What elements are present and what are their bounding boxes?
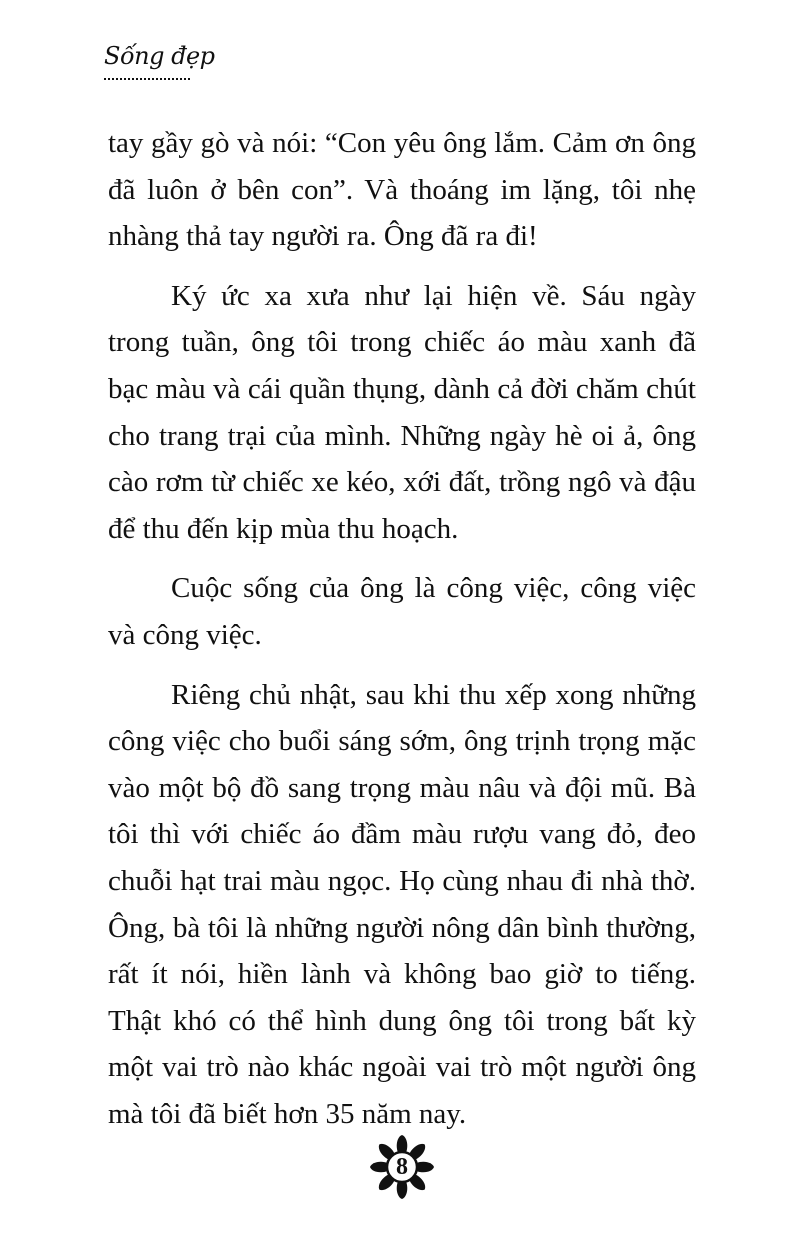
page-body <box>108 120 696 1137</box>
book-title: Sống đẹp <box>104 42 215 70</box>
dotted-underline <box>104 74 190 80</box>
paragraph-2: Ký ức xa xưa như lại hiện về. Sáu ngày trong tuần, ông tôi trong chiếc áo màu xanh đã bạc màu và cái quần thụng, dành cả đời chăm chút cho trang trại của mình. Những ngày hè oi ả, ông cào rơm từ chiếc xe kéo, xới đất, trồng ngô và đậu để thu đến kịp mùa thu hoạch. <box>108 279 696 545</box>
paragraph-4: Riêng chủ nhật, sau khi thu xếp xong những công việc cho buổi sáng sớm, ông trịnh trọng mặc vào một bộ đồ sang trọng màu nâu và đội mũ. Bà tôi thì với chiếc áo đầm màu rượu vang đỏ, đeo chuỗi hạt trai màu ngọc. Họ cùng nhau đi nhà thờ. Ông, bà tôi là những người nông dân bình thường, rất ít nói, hiền lành và không bao giờ to tiếng. Thật khó có thể hình dung ông tôi trong bất kỳ một vai trò nào khác ngoài vai trò một người ông mà tôi đã biết hơn 35 năm nay. <box>108 678 696 1130</box>
paragraph-3: Cuộc sống của ông là công việc, công việc và công việc. <box>108 572 696 651</box>
running-header <box>104 44 215 80</box>
paragraph-1: tay gầy gò và nói: “Con yêu ông lắm. Cảm ơn ông đã luôn ở bên con”. Và thoáng im lặng, tôi nhẹ nhàng thả tay người ra. Ông đã ra đi! <box>108 127 696 253</box>
page-number: 8 <box>396 1154 408 1180</box>
page-number-ornament <box>368 1133 436 1201</box>
